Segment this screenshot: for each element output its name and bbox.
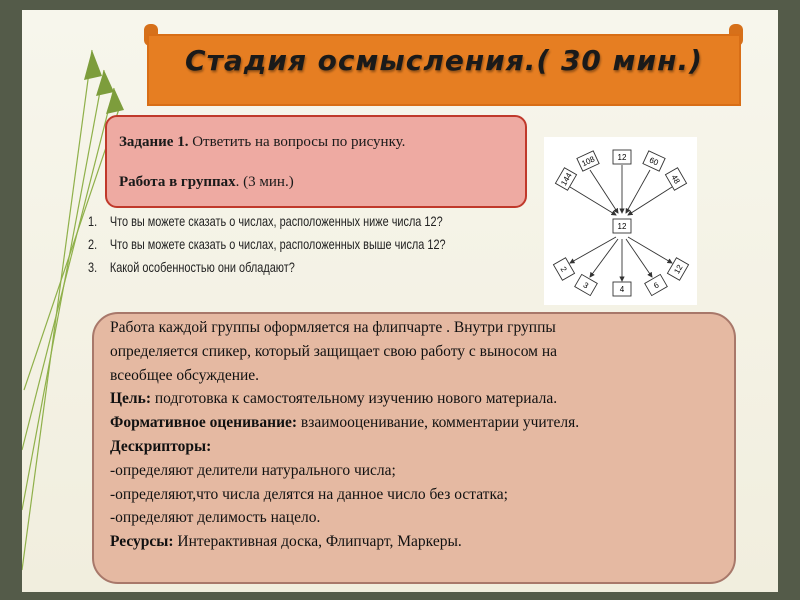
formative-line <box>110 411 718 435</box>
top-arrows <box>570 165 672 215</box>
group-text: . (3 мин.) <box>235 174 294 190</box>
question-item <box>88 210 443 233</box>
descriptor-1: -определяют делители натурального числа; <box>110 461 396 479</box>
group-line <box>119 173 513 191</box>
bottom-node <box>667 258 688 281</box>
resources-line <box>110 530 718 554</box>
formative-label: Формативное оценивание: <box>110 414 298 432</box>
goal-label: Цель: <box>110 390 151 408</box>
diagram-svg <box>544 137 697 305</box>
goal-text: подготовка к самостоятельному изучению нового материала. <box>151 390 558 408</box>
diagram-node-label: 12 <box>617 153 627 162</box>
slide <box>22 10 778 592</box>
bottom-node <box>575 274 598 295</box>
page-title: Стадия осмысления.( 30 мин.) <box>185 44 703 77</box>
top-node <box>665 168 686 191</box>
bottom-node <box>645 274 668 295</box>
bottom-arrows <box>570 237 672 281</box>
top-node <box>577 151 599 171</box>
task-box <box>105 115 527 208</box>
question-list <box>88 210 446 279</box>
resources-label: Ресурсы: <box>110 533 174 551</box>
info-line-2: определяется спикер, который защищает свою работу с выносом на <box>110 342 558 360</box>
diagram-node-label: 3 <box>581 280 590 291</box>
question-number: 3. <box>88 259 98 275</box>
diagram-node-label: 108 <box>580 154 597 169</box>
diagram-node-label: 2 <box>558 265 569 274</box>
top-node <box>613 150 631 164</box>
top-node <box>555 168 576 191</box>
task-label: Задание 1. <box>119 134 189 150</box>
info-line-3: всеобщее обсуждение. <box>110 366 260 384</box>
group-label: Работа в группах <box>119 174 236 190</box>
descriptor-2: -определяют,что числа делятся на данное число без остатка; <box>110 485 508 503</box>
question-text: Какой особенностью они обладают? <box>109 259 295 275</box>
question-text: Что вы можете сказать о числах, расположенных ниже числа 12? <box>109 213 443 229</box>
descriptor-3: -определяют делимость нацело. <box>110 509 321 527</box>
diagram-node-label: 12 <box>672 263 685 276</box>
bottom-node-group <box>553 258 688 296</box>
diagram-node-label: 6 <box>652 280 661 291</box>
info-box <box>92 312 736 584</box>
diagram-node-label: 4 <box>619 285 625 294</box>
question-item <box>88 256 384 279</box>
question-number: 1. <box>88 213 98 229</box>
diagram-node-label: 60 <box>647 155 660 168</box>
descriptors-heading: Дескрипторы: <box>110 437 212 455</box>
goal-line <box>110 387 718 411</box>
task-line <box>119 133 513 151</box>
diagram-node-label: 144 <box>559 171 574 188</box>
bottom-node <box>553 258 574 281</box>
center-node-group <box>613 219 631 233</box>
top-node-group <box>555 150 686 190</box>
top-node <box>643 151 665 171</box>
formative-text: взаимооценивание, комментарии учителя. <box>297 414 580 432</box>
diagram-node-label: 12 <box>617 222 627 231</box>
title-banner <box>147 34 741 106</box>
center-node <box>613 219 631 233</box>
task-text: Ответить на вопросы по рисунку. <box>188 134 406 150</box>
bottom-node <box>613 282 631 296</box>
question-text: Что вы можете сказать о числах, расположенных выше числа 12? <box>109 236 446 252</box>
info-line-1: Работа каждой группы оформляется на флипчарте . Внутри группы <box>110 319 556 336</box>
resources-text: Интерактивная доска, Флипчарт, Маркеры. <box>173 533 462 551</box>
question-item <box>88 233 446 256</box>
diagram-node-label: 48 <box>669 173 682 186</box>
divisibility-diagram <box>544 137 697 305</box>
question-number: 2. <box>88 236 98 252</box>
